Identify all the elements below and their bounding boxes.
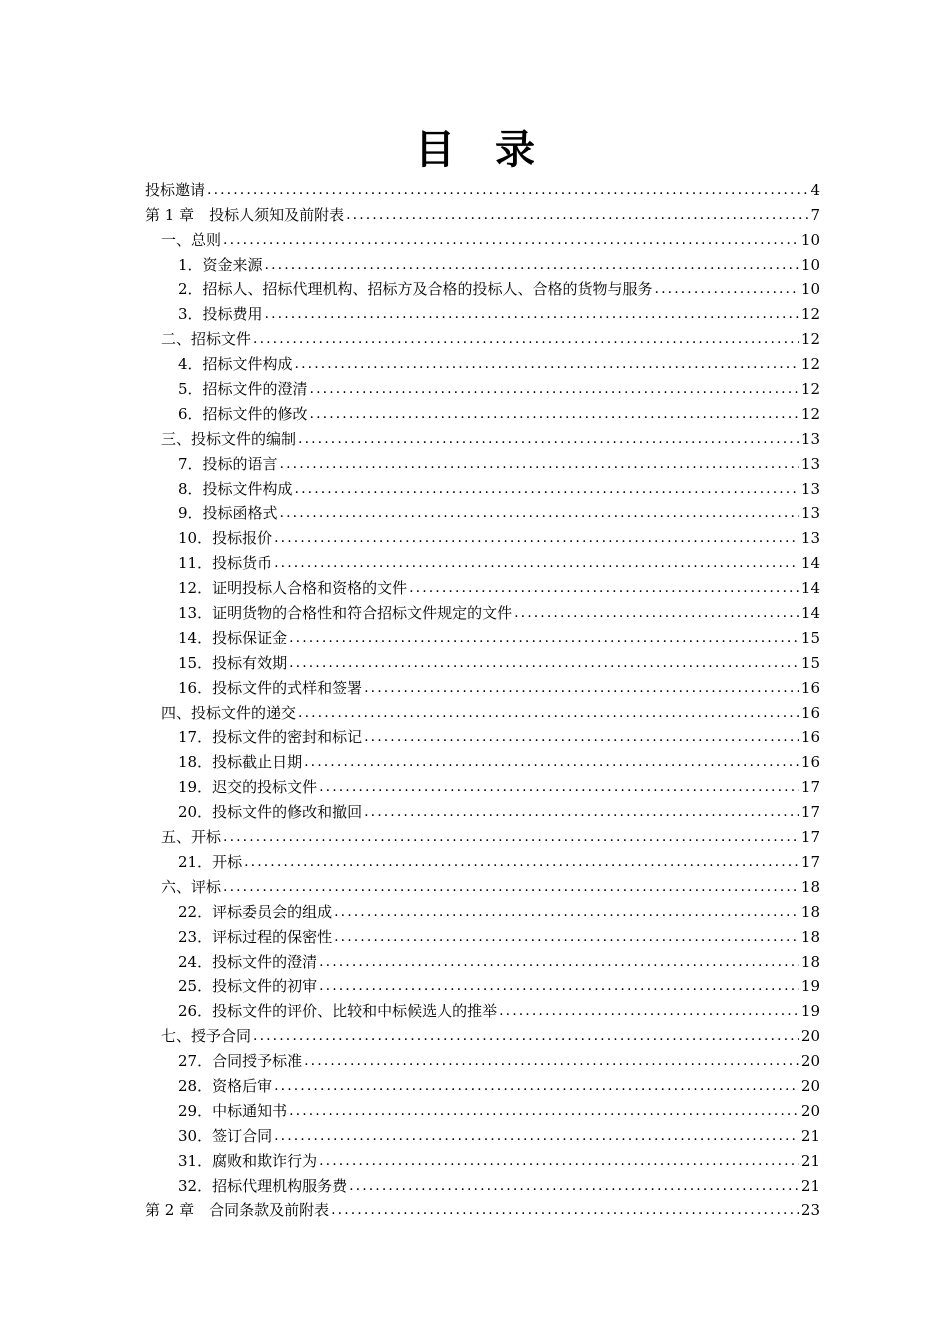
toc-entry-page-number: 15 — [800, 653, 820, 672]
toc-entry-title: 1．资金来源 — [178, 255, 263, 274]
toc-entry[interactable] — [145, 523, 820, 548]
toc-entry[interactable] — [145, 225, 820, 250]
toc-entry[interactable] — [145, 947, 820, 972]
toc-entry-page-number: 14 — [800, 554, 820, 573]
toc-entry[interactable] — [145, 996, 820, 1021]
toc-entry[interactable] — [145, 1121, 820, 1146]
toc-entry-title: 三、投标文件的编制 — [161, 429, 297, 448]
toc-entry[interactable] — [145, 772, 820, 797]
toc-entry-title: 14．投标保证金 — [178, 628, 288, 647]
toc-dot-leader — [334, 902, 799, 922]
toc-entry[interactable] — [145, 1021, 820, 1046]
toc-entry[interactable] — [145, 623, 820, 648]
toc-dot-leader — [331, 1200, 799, 1220]
toc-dot-leader — [274, 553, 799, 573]
toc-entry-page-number: 16 — [800, 753, 820, 772]
toc-entry-title: 19．迟交的投标文件 — [178, 778, 318, 797]
toc-dot-leader — [223, 230, 799, 250]
toc-entry[interactable] — [145, 349, 820, 374]
toc-entry-page-number: 17 — [800, 852, 820, 871]
toc-entry[interactable] — [145, 324, 820, 349]
toc-dot-leader — [298, 429, 799, 449]
toc-entry-page-number: 12 — [800, 305, 820, 324]
toc-entry[interactable] — [145, 747, 820, 772]
toc-entry-page-number: 18 — [800, 902, 820, 921]
toc-entry-title: 11．投标货币 — [178, 554, 273, 573]
toc-dot-leader — [364, 678, 799, 698]
toc-entry[interactable] — [145, 374, 820, 399]
toc-dot-leader — [409, 578, 799, 598]
toc-entry-title: 6．招标文件的修改 — [178, 404, 308, 423]
toc-entry[interactable] — [145, 972, 820, 997]
toc-entry[interactable] — [145, 1096, 820, 1121]
toc-entry-page-number: 18 — [800, 927, 820, 946]
toc-entry-title: 16．投标文件的式样和签署 — [178, 678, 363, 697]
toc-entry[interactable] — [145, 872, 820, 897]
toc-dot-leader — [274, 528, 799, 548]
toc-entry-page-number: 16 — [800, 678, 820, 697]
toc-entry[interactable] — [145, 1071, 820, 1096]
toc-entry[interactable] — [145, 598, 820, 623]
toc-entry[interactable] — [145, 424, 820, 449]
toc-entry-page-number: 7 — [810, 205, 820, 224]
toc-entry-title: 26．投标文件的评价、比较和中标候选人的推举 — [178, 1002, 498, 1021]
toc-entry-page-number: 10 — [800, 255, 820, 274]
toc-entry-title: 六、评标 — [161, 877, 222, 896]
toc-dot-leader — [298, 703, 799, 723]
toc-entry[interactable] — [145, 897, 820, 922]
toc-dot-leader — [349, 1176, 799, 1196]
toc-entry-page-number: 13 — [800, 529, 820, 548]
toc-entry[interactable] — [145, 275, 820, 300]
toc-entry-page-number: 15 — [800, 628, 820, 647]
toc-dot-leader — [319, 952, 799, 972]
toc-dot-leader — [207, 180, 808, 200]
toc-entry[interactable] — [145, 449, 820, 474]
toc-entry-page-number: 13 — [800, 504, 820, 523]
toc-entry-page-number: 21 — [800, 1176, 820, 1195]
toc-entry[interactable] — [145, 1196, 820, 1221]
toc-entry[interactable] — [145, 648, 820, 673]
toc-entry[interactable] — [145, 548, 820, 573]
toc-entry-title: 21．开标 — [178, 852, 243, 871]
toc-entry[interactable] — [145, 797, 820, 822]
page-title-char-2: 录 — [495, 127, 535, 173]
toc-entry-title: 9．投标函格式 — [178, 504, 278, 523]
toc-dot-leader — [319, 777, 799, 797]
toc-entry-title: 七、授予合同 — [161, 1027, 252, 1046]
toc-dot-leader — [289, 628, 799, 648]
toc-entry[interactable] — [145, 499, 820, 524]
toc-entry-page-number: 16 — [800, 728, 820, 747]
toc-dot-leader — [295, 479, 799, 499]
toc-entry-page-number: 10 — [800, 280, 820, 299]
toc-entry[interactable] — [145, 673, 820, 698]
toc-entry-page-number: 20 — [800, 1052, 820, 1071]
toc-entry[interactable] — [145, 299, 820, 324]
toc-dot-leader — [319, 1151, 799, 1171]
toc-dot-leader — [265, 255, 799, 275]
toc-entry-page-number: 12 — [800, 380, 820, 399]
toc-entry[interactable] — [145, 922, 820, 947]
toc-entry-page-number: 12 — [800, 355, 820, 374]
toc-entry-title: 一、总则 — [161, 230, 222, 249]
toc-dot-leader — [253, 1026, 799, 1046]
toc-entry-page-number: 21 — [800, 1151, 820, 1170]
toc-entry-title: 7．投标的语言 — [178, 454, 278, 473]
toc-dot-leader — [265, 304, 799, 324]
toc-entry[interactable] — [145, 474, 820, 499]
toc-entry-page-number: 12 — [800, 330, 820, 349]
toc-entry-title: 20．投标文件的修改和撤回 — [178, 803, 363, 822]
toc-dot-leader — [499, 1001, 799, 1021]
table-of-contents — [145, 175, 820, 1220]
toc-entry-page-number: 20 — [800, 1076, 820, 1095]
toc-entry[interactable] — [145, 200, 820, 225]
toc-entry[interactable] — [145, 698, 820, 723]
toc-entry-page-number: 23 — [800, 1201, 820, 1220]
toc-entry-title: 30．签订合同 — [178, 1126, 273, 1145]
toc-entry-title: 27．合同授予标准 — [178, 1052, 303, 1071]
toc-entry[interactable] — [145, 847, 820, 872]
toc-entry-title: 第 2 章 合同条款及前附表 — [145, 1201, 330, 1220]
toc-entry-title: 12．证明投标人合格和资格的文件 — [178, 579, 408, 598]
toc-dot-leader — [280, 503, 799, 523]
toc-entry-title: 28．资格后审 — [178, 1076, 273, 1095]
toc-entry-title: 投标邀请 — [145, 180, 206, 199]
toc-dot-leader — [304, 1051, 799, 1071]
toc-entry-page-number: 13 — [800, 429, 820, 448]
toc-entry-title: 22．评标委员会的组成 — [178, 902, 333, 921]
toc-entry-title: 3．投标费用 — [178, 305, 263, 324]
toc-entry[interactable] — [145, 175, 820, 200]
toc-entry[interactable] — [145, 1046, 820, 1071]
toc-entry[interactable] — [145, 1171, 820, 1196]
toc-dot-leader — [514, 603, 799, 623]
toc-dot-leader — [655, 279, 799, 299]
toc-entry-page-number: 19 — [800, 1002, 820, 1021]
toc-dot-leader — [319, 976, 799, 996]
toc-entry[interactable] — [145, 250, 820, 275]
toc-entry-title: 17．投标文件的密封和标记 — [178, 728, 363, 747]
toc-entry-page-number: 20 — [800, 1101, 820, 1120]
toc-entry-title: 四、投标文件的递交 — [161, 703, 297, 722]
toc-entry-page-number: 19 — [800, 977, 820, 996]
toc-dot-leader — [364, 727, 799, 747]
toc-dot-leader — [346, 205, 808, 225]
toc-entry-page-number: 17 — [800, 803, 820, 822]
toc-entry-title: 29．中标通知书 — [178, 1101, 288, 1120]
toc-entry-title: 24．投标文件的澄清 — [178, 952, 318, 971]
toc-dot-leader — [289, 653, 799, 673]
toc-dot-leader — [223, 877, 799, 897]
toc-entry-title: 15．投标有效期 — [178, 653, 288, 672]
toc-entry-page-number: 10 — [800, 230, 820, 249]
toc-dot-leader — [295, 354, 799, 374]
toc-entry-title: 32．招标代理机构服务费 — [178, 1176, 348, 1195]
toc-entry[interactable] — [145, 573, 820, 598]
toc-entry[interactable] — [145, 822, 820, 847]
toc-entry-title: 二、招标文件 — [161, 330, 252, 349]
toc-dot-leader — [274, 1126, 799, 1146]
toc-dot-leader — [244, 852, 799, 872]
toc-entry-page-number: 20 — [800, 1027, 820, 1046]
toc-entry-title: 13．证明货物的合格性和符合招标文件规定的文件 — [178, 604, 513, 623]
toc-entry[interactable] — [145, 723, 820, 748]
toc-dot-leader — [289, 1101, 799, 1121]
toc-entry-page-number: 16 — [800, 703, 820, 722]
toc-entry-page-number: 13 — [800, 454, 820, 473]
toc-dot-leader — [223, 827, 799, 847]
toc-entry[interactable] — [145, 399, 820, 424]
toc-entry[interactable] — [145, 1146, 820, 1171]
toc-entry-page-number: 14 — [800, 604, 820, 623]
toc-dot-leader — [310, 379, 799, 399]
toc-entry-page-number: 21 — [800, 1126, 820, 1145]
page-title — [0, 124, 950, 176]
toc-entry-page-number: 17 — [800, 828, 820, 847]
toc-entry-page-number: 4 — [810, 180, 820, 199]
toc-entry-title: 4．招标文件构成 — [178, 355, 293, 374]
toc-dot-leader — [364, 802, 799, 822]
toc-entry-page-number: 14 — [800, 579, 820, 598]
toc-entry-title: 5．招标文件的澄清 — [178, 380, 308, 399]
toc-entry-title: 23．评标过程的保密性 — [178, 927, 333, 946]
toc-entry-title: 25．投标文件的初审 — [178, 977, 318, 996]
toc-dot-leader — [334, 927, 799, 947]
toc-entry-page-number: 18 — [800, 952, 820, 971]
toc-entry-title: 18．投标截止日期 — [178, 753, 303, 772]
toc-entry-page-number: 13 — [800, 479, 820, 498]
toc-dot-leader — [274, 1076, 799, 1096]
toc-entry-title: 五、开标 — [161, 828, 222, 847]
toc-entry-title: 2．招标人、招标代理机构、招标方及合格的投标人、合格的货物与服务 — [178, 280, 653, 299]
toc-entry-page-number: 12 — [800, 404, 820, 423]
toc-dot-leader — [280, 454, 799, 474]
toc-entry-title: 8．投标文件构成 — [178, 479, 293, 498]
toc-entry-title: 第 1 章 投标人须知及前附表 — [145, 205, 345, 224]
toc-entry-title: 10．投标报价 — [178, 529, 273, 548]
toc-dot-leader — [310, 404, 799, 424]
toc-entry-page-number: 17 — [800, 778, 820, 797]
toc-dot-leader — [304, 752, 799, 772]
page-title-char-1: 目 — [415, 127, 455, 173]
toc-entry-title: 31．腐败和欺诈行为 — [178, 1151, 318, 1170]
toc-dot-leader — [253, 329, 799, 349]
toc-entry-page-number: 18 — [800, 877, 820, 896]
